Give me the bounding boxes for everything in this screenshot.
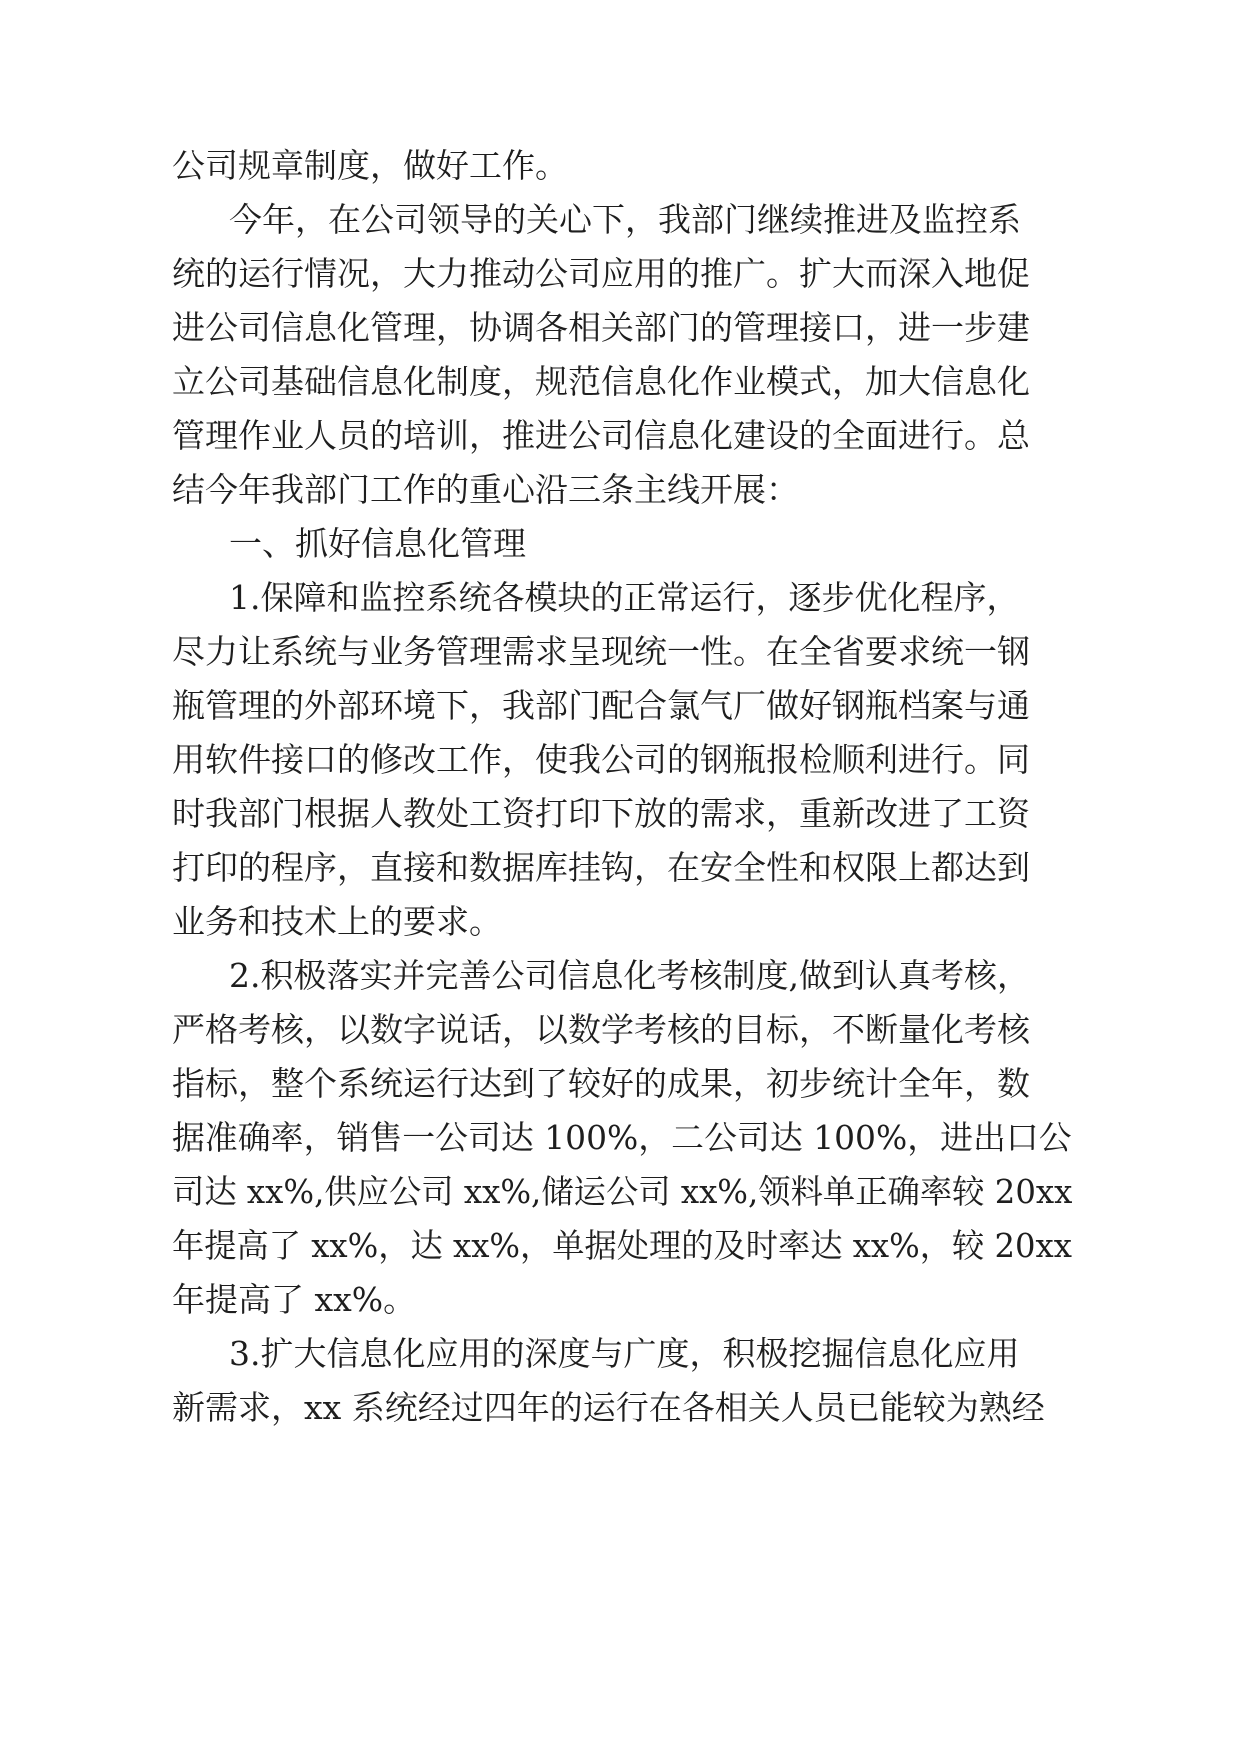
text-line [0,1110,1241,1166]
text-line [0,1056,1241,1112]
text-line-content: 管理作业人员的培训，推进公司信息化建设的全面进行。总 [172,416,1030,455]
text-line-content: 据准确率，销售一公司达 100%，二公司达 100%，进出口公 [172,1118,1072,1157]
text-line [0,840,1241,896]
text-line-content: 公司规章制度，做好工作。 [172,146,568,185]
section-heading-text: 一、抓好信息化管理 [229,524,526,563]
text-line-content: 用软件接口的修改工作，使我公司的钢瓶报检顺利进行。同 [172,740,1030,779]
text-line [0,1272,1241,1328]
text-line [0,408,1241,464]
text-line-content: 年提高了 xx%，达 xx%，单据处理的及时率达 xx%，较 20xx [172,1226,1072,1265]
text-line-content: 统的运行情况，大力推动公司应用的推广。扩大而深入地促 [172,254,1030,293]
paragraph-first-line [0,948,1241,1004]
text-line-content: 新需求，xx 系统经过四年的运行在各相关人员已能较为熟经 [172,1388,1045,1427]
text-line-content: 1.保障和监控系统各模块的正常运行，逐步优化程序， [229,578,1020,617]
text-line-content: 严格考核，以数字说话，以数学考核的目标，不断量化考核 [172,1010,1030,1049]
text-line-content: 进公司信息化管理，协调各相关部门的管理接口，进一步建 [172,308,1030,347]
text-line-content: 年提高了 xx%。 [172,1280,417,1319]
text-line [0,786,1241,842]
section-heading [0,516,1241,572]
text-line [0,354,1241,410]
text-line-content: 瓶管理的外部环境下，我部门配合氯气厂做好钢瓶档案与通 [172,686,1030,725]
paragraph-first-line [0,192,1241,248]
text-line [0,1002,1241,1058]
text-line-content: 打印的程序，直接和数据库挂钩，在安全性和权限上都达到 [172,848,1030,887]
paragraph-first-line [0,1326,1241,1382]
text-line [0,246,1241,302]
text-line-content: 结今年我部门工作的重心沿三条主线开展： [172,470,799,509]
text-line-content: 立公司基础信息化制度，规范信息化作业模式，加大信息化 [172,362,1030,401]
text-line [0,894,1241,950]
paragraph-first-line [0,570,1241,626]
text-line [0,462,1241,518]
text-line-content: 3.扩大信息化应用的深度与广度，积极挖掘信息化应用 [229,1334,1020,1373]
text-line [0,1164,1241,1220]
text-line [0,1380,1241,1436]
text-line [0,624,1241,680]
text-line [0,732,1241,788]
text-line-content: 司达 xx%,供应公司 xx%,储运公司 xx%,领料单正确率较 20xx [172,1172,1073,1211]
text-line-content: 2.积极落实并完善公司信息化考核制度,做到认真考核， [229,956,1030,995]
text-line [0,1218,1241,1274]
text-line [0,300,1241,356]
text-line-content: 时我部门根据人教处工资打印下放的需求，重新改进了工资 [172,794,1030,833]
text-line-content: 业务和技术上的要求。 [172,902,502,941]
text-line [0,138,1241,194]
text-line-content: 指标，整个系统运行达到了较好的成果，初步统计全年，数 [172,1064,1030,1103]
text-line [0,678,1241,734]
text-line-content: 尽力让系统与业务管理需求呈现统一性。在全省要求统一钢 [172,632,1030,671]
text-line-content: 今年，在公司领导的关心下，我部门继续推进及监控系 [229,200,1021,239]
